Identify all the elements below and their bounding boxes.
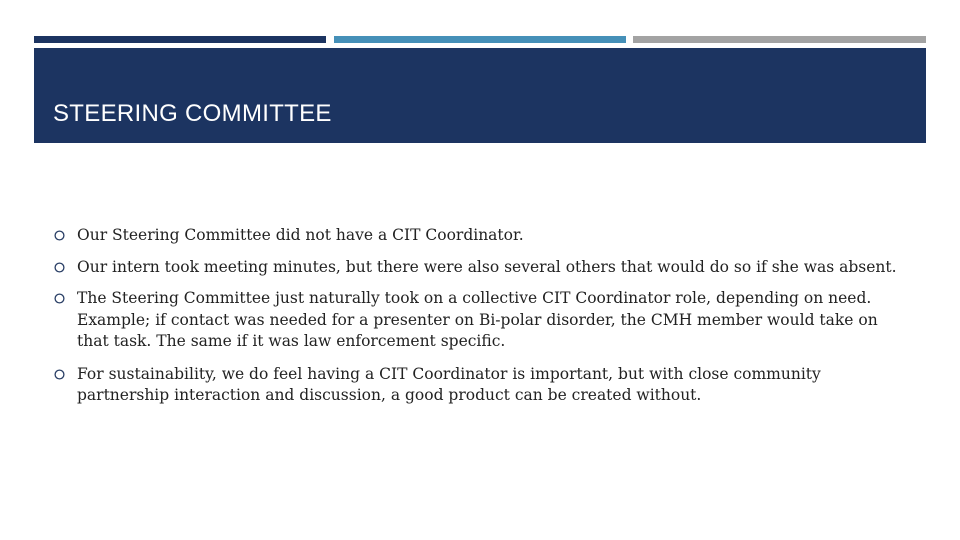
slide-title: STEERING COMMITTEE xyxy=(53,100,332,127)
bullet-text: Our intern took meeting minutes, but there were also several others that would do so if she was absent. xyxy=(77,257,897,276)
bullet-item xyxy=(54,225,904,247)
bullet-text: Our Steering Committee did not have a CIT Coordinator. xyxy=(77,226,524,244)
circle-outline-icon xyxy=(54,369,65,380)
circle-outline-icon xyxy=(54,262,65,273)
bullet-list xyxy=(54,225,904,417)
accent-bar-blue xyxy=(334,36,626,43)
bullet-item xyxy=(54,364,904,407)
bullet-item xyxy=(54,257,904,279)
bullet-text: The Steering Committee just naturally took on a collective CIT Coordinator role, depending on need. Example; if contact was needed for a presenter on Bi-polar disorder, the CMH member would take on that task. The same if it was law enforcement specific. xyxy=(77,289,878,350)
circle-outline-icon xyxy=(54,230,65,241)
accent-bar-navy xyxy=(34,36,326,43)
title-band xyxy=(34,48,926,143)
bullet-text: For sustainability, we do feel having a CIT Coordinator is important, but with close community partnership interaction and discussion, a good product can be created without. xyxy=(77,364,821,404)
accent-bar-gray xyxy=(633,36,926,43)
bullet-item xyxy=(54,288,904,353)
circle-outline-icon xyxy=(54,293,65,304)
